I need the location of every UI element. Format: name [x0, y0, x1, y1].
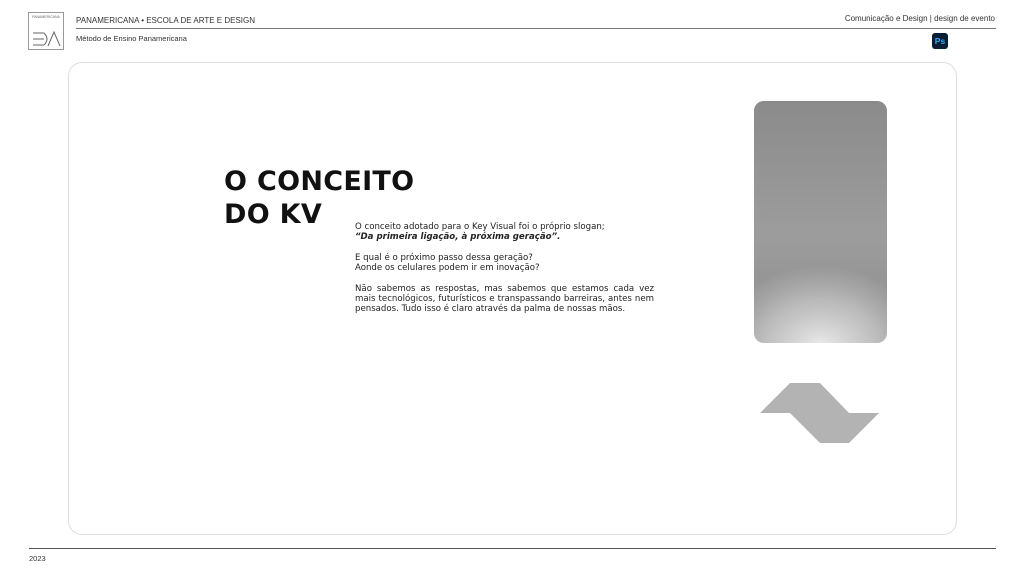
header-divider: [76, 28, 996, 29]
method-subtitle: Método de Ensino Panamericana: [76, 34, 187, 43]
title-line-1: O CONCEITO: [224, 166, 415, 197]
slide-body: [355, 222, 654, 325]
school-logo: [28, 12, 64, 50]
footer-year: 2023: [29, 554, 46, 563]
kv-wave-shape-icon: [760, 383, 880, 445]
footer-divider: [29, 548, 996, 549]
logo-mark-icon: [32, 30, 62, 48]
logo-text: PANAMERICANA: [32, 15, 60, 19]
question-2: Aonde os celulares podem ir em inovação?: [355, 263, 540, 274]
photoshop-icon: Ps: [932, 33, 948, 49]
title-line-2: DO KV: [224, 199, 323, 230]
phone-mockup-shade: [754, 101, 887, 343]
brand-name: PANAMERICANA • ESCOLA DE ARTE E DESIGN: [76, 16, 255, 25]
paragraph-intro: O conceito adotado para o Key Visual foi o próprio slogan;: [355, 222, 605, 232]
question-1: E qual é o próximo passo dessa geração?: [355, 252, 533, 263]
paragraph-conclusion: Não sabemos as respostas, mas sabemos que estamos cada vez mais tecnológicos, futurísticos e transpassando barreiras, antes nem pensados. Tudo isso é claro através da palma de nossas mãos.: [355, 283, 654, 315]
slogan: “Da primeira ligação, à próxima geração”.: [355, 232, 561, 243]
course-label: Comunicação e Design | design de evento: [844, 14, 995, 23]
